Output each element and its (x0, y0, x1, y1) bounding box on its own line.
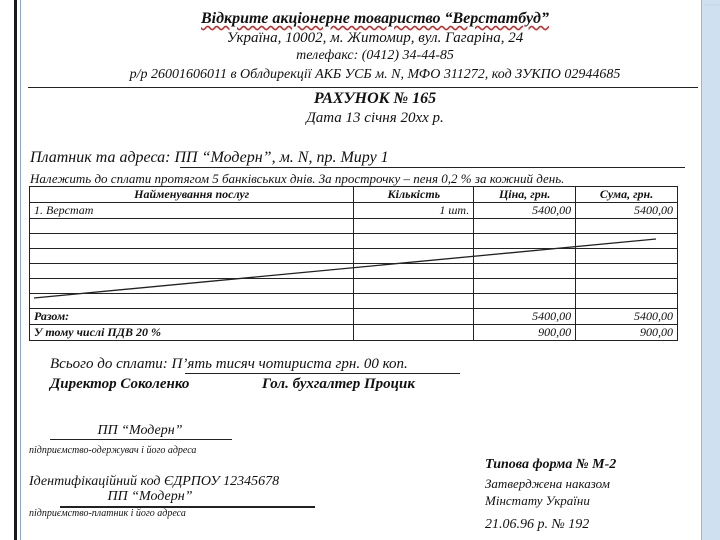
cell-quantity: 1 шт. (354, 203, 474, 219)
form-date: 21.06.96 р. № 192 (485, 517, 590, 532)
vat-sum: 900,00 (576, 325, 678, 341)
accountant-signature: Гол. бухгалтер Процик (262, 376, 415, 392)
total-label: Разом: (30, 309, 354, 325)
company-name: Відкрите акціонерне товариство “Верстатбуд” (200, 10, 549, 27)
vat-label: У тому числі ПДВ 20 % (30, 325, 354, 341)
company-phone: телефакс: (0412) 34-44-85 (296, 48, 454, 63)
header-service: Найменування послуг (30, 187, 354, 203)
cell-sum: 5400,00 (576, 203, 678, 219)
payer-line: Платник та адреса: ПП “Модерн”, м. N, пр. Миру 1 (30, 149, 389, 166)
company-bank: р/р 26001606011 в Облдирекції АКБ УСБ м. N, МФО 311272, код ЗУКПО 02944685 (129, 67, 621, 82)
header-quantity: Кількість (354, 187, 474, 203)
total-sum: 5400,00 (576, 309, 678, 325)
vat-price: 900,00 (474, 325, 576, 341)
payment-terms: Належить до сплати протягом 5 банківських днів. За прострочку – пеня 0,2 % за кожний день. (30, 171, 565, 186)
form-approved: Затверджена наказом (485, 476, 610, 491)
payer-caption: підприємство-платник і його адреса (29, 508, 186, 519)
invoice-date: Дата 13 січня 20хх р. (306, 110, 444, 126)
director-signature: Директор Соколенко (50, 376, 190, 392)
recipient-underline (50, 439, 232, 440)
payer-name: ПП “Модерн” (107, 489, 193, 504)
cell-price: 5400,00 (474, 203, 576, 219)
total-price: 5400,00 (474, 309, 576, 325)
cell-service: 1. Верстат (30, 203, 354, 219)
total-words-underline (185, 373, 460, 374)
header-price: Ціна, грн. (474, 187, 576, 203)
form-ministry: Мінстату України (485, 493, 590, 508)
recipient-name: ПП “Модерн” (97, 423, 183, 438)
total-in-words: Всього до сплати: П’ять тисяч чотириста грн. 00 коп. (50, 356, 408, 372)
invoice-title: РАХУНОК № 165 (313, 90, 437, 107)
edrpou-code: Ідентифікаційний код ЄДРПОУ 12345678 (29, 474, 280, 489)
form-title: Типова форма № М-2 (485, 457, 617, 472)
recipient-caption: підприємство-одержувач і його адреса (29, 445, 197, 456)
header-sum: Сума, грн. (576, 187, 678, 203)
company-address: Україна, 10002, м. Житомир, вул. Гагаріна, 24 (226, 30, 524, 46)
